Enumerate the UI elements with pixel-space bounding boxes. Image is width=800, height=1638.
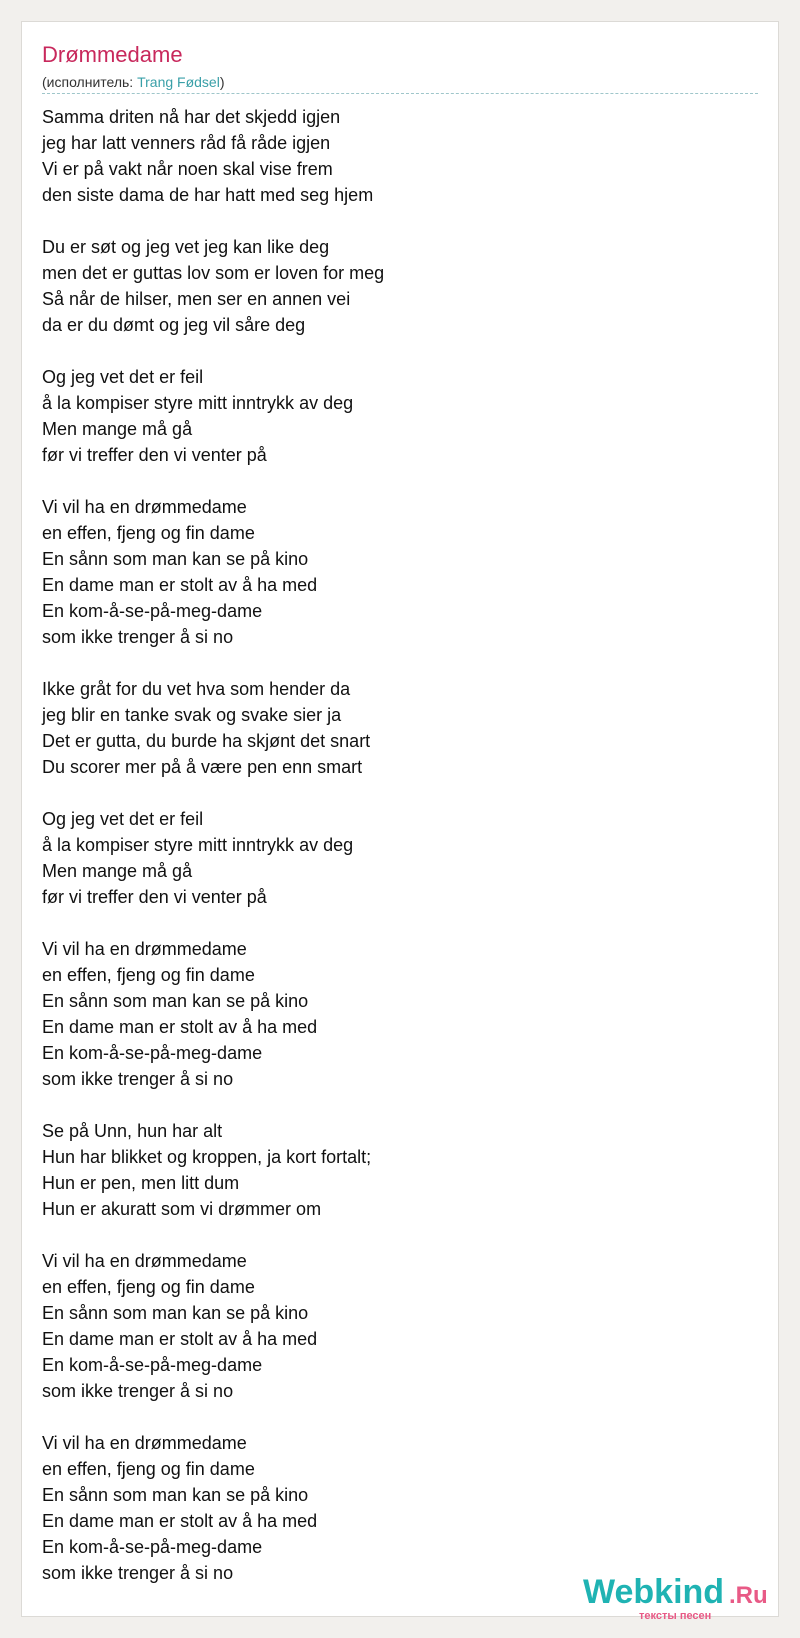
stanza-gap <box>42 1404 758 1430</box>
lyric-line: En sånn som man kan se på kino <box>42 549 309 569</box>
lyric-line: en effen, fjeng og fin dame <box>42 1459 255 1479</box>
song-title: Drømmedame <box>42 42 183 67</box>
stanza-gap <box>42 468 758 494</box>
lyric-line: En sånn som man kan se på kino <box>42 1485 309 1505</box>
artist-line <box>42 73 225 91</box>
lyric-line: en effen, fjeng og fin dame <box>42 965 255 985</box>
webkind-logo[interactable] <box>583 1573 773 1623</box>
title-divider <box>42 93 758 94</box>
stanza-gap <box>42 338 758 364</box>
lyric-line: Det er gutta, du burde ha skjønt det snart <box>42 731 371 751</box>
lyric-line: men det er guttas lov som er loven for meg <box>42 263 385 283</box>
lyric-line: Vi vil ha en drømmedame <box>42 1433 247 1453</box>
lyric-line: som ikke trenger å si no <box>42 1069 234 1089</box>
logo-domain: .Ru <box>729 1582 768 1609</box>
lyric-line: En dame man er stolt av å ha med <box>42 1511 318 1531</box>
lyric-line: En kom-å-se-på-meg-dame <box>42 601 263 621</box>
lyric-line: Og jeg vet det er feil <box>42 809 204 829</box>
lyric-line: Hun er akuratt som vi drømmer om <box>42 1199 322 1219</box>
artist-link[interactable]: Trang Fødsel <box>137 74 220 90</box>
lyric-line: som ikke trenger å si no <box>42 1381 234 1401</box>
lyric-line: Hun har blikket og kroppen, ja kort fortalt; <box>42 1147 372 1167</box>
lyric-line: En dame man er stolt av å ha med <box>42 1017 318 1037</box>
lyric-line: som ikke trenger å si no <box>42 1563 234 1583</box>
lyric-line: før vi treffer den vi venter på <box>42 445 267 465</box>
lyric-line: jeg har latt venners råd få råde igjen <box>42 133 331 153</box>
lyric-line: En dame man er stolt av å ha med <box>42 1329 318 1349</box>
stanza-gap <box>42 910 758 936</box>
lyrics-text <box>42 104 758 1586</box>
stanza-gap <box>42 208 758 234</box>
lyric-line: å la kompiser styre mitt inntrykk av deg <box>42 835 354 855</box>
lyric-line: Vi vil ha en drømmedame <box>42 497 247 517</box>
lyric-line: En kom-å-se-på-meg-dame <box>42 1355 263 1375</box>
lyric-line: en effen, fjeng og fin dame <box>42 1277 255 1297</box>
lyric-line: En sånn som man kan se på kino <box>42 1303 309 1323</box>
lyric-line: jeg blir en tanke svak og svake sier ja <box>42 705 342 725</box>
lyric-line: En sånn som man kan se på kino <box>42 991 309 1011</box>
artist-prefix: (исполнитель: <box>42 74 138 90</box>
lyric-line: Du scorer mer på å være pen enn smart <box>42 757 363 777</box>
lyrics-card <box>21 21 779 1622</box>
lyric-line: En kom-å-se-på-meg-dame <box>42 1043 263 1063</box>
lyric-line: Men mange må gå <box>42 861 193 881</box>
lyric-line: En dame man er stolt av å ha med <box>42 575 318 595</box>
lyric-line: før vi treffer den vi venter på <box>42 887 267 907</box>
lyric-line: Og jeg vet det er feil <box>42 367 204 387</box>
lyric-line: Så når de hilser, men ser en annen vei <box>42 289 351 309</box>
lyric-line: Vi er på vakt når noen skal vise frem <box>42 159 333 179</box>
lyric-line: En kom-å-se-på-meg-dame <box>42 1537 263 1557</box>
stanza-gap <box>42 1092 758 1118</box>
lyric-line: Du er søt og jeg vet jeg kan like deg <box>42 237 330 257</box>
lyric-line: Ikke gråt for du vet hva som hender da <box>42 679 351 699</box>
logo-tagline: тексты песен <box>639 1610 712 1622</box>
stanza-gap <box>42 780 758 806</box>
lyric-line: Samma driten nå har det skjedd igjen <box>42 107 341 127</box>
logo-wordmark: Webkind <box>583 1573 725 1611</box>
lyric-line: Se på Unn, hun har alt <box>42 1121 223 1141</box>
lyric-line: Vi vil ha en drømmedame <box>42 1251 247 1271</box>
stanza-gap <box>42 650 758 676</box>
lyric-line: da er du dømt og jeg vil såre deg <box>42 315 306 335</box>
stanza-gap <box>42 1222 758 1248</box>
lyric-line: en effen, fjeng og fin dame <box>42 523 255 543</box>
lyric-line: den siste dama de har hatt med seg hjem <box>42 185 374 205</box>
lyric-line: å la kompiser styre mitt inntrykk av deg <box>42 393 354 413</box>
lyric-line: som ikke trenger å si no <box>42 627 234 647</box>
lyric-line: Vi vil ha en drømmedame <box>42 939 247 959</box>
lyric-line: Hun er pen, men litt dum <box>42 1173 240 1193</box>
artist-suffix: ) <box>219 74 225 90</box>
lyric-line: Men mange må gå <box>42 419 193 439</box>
